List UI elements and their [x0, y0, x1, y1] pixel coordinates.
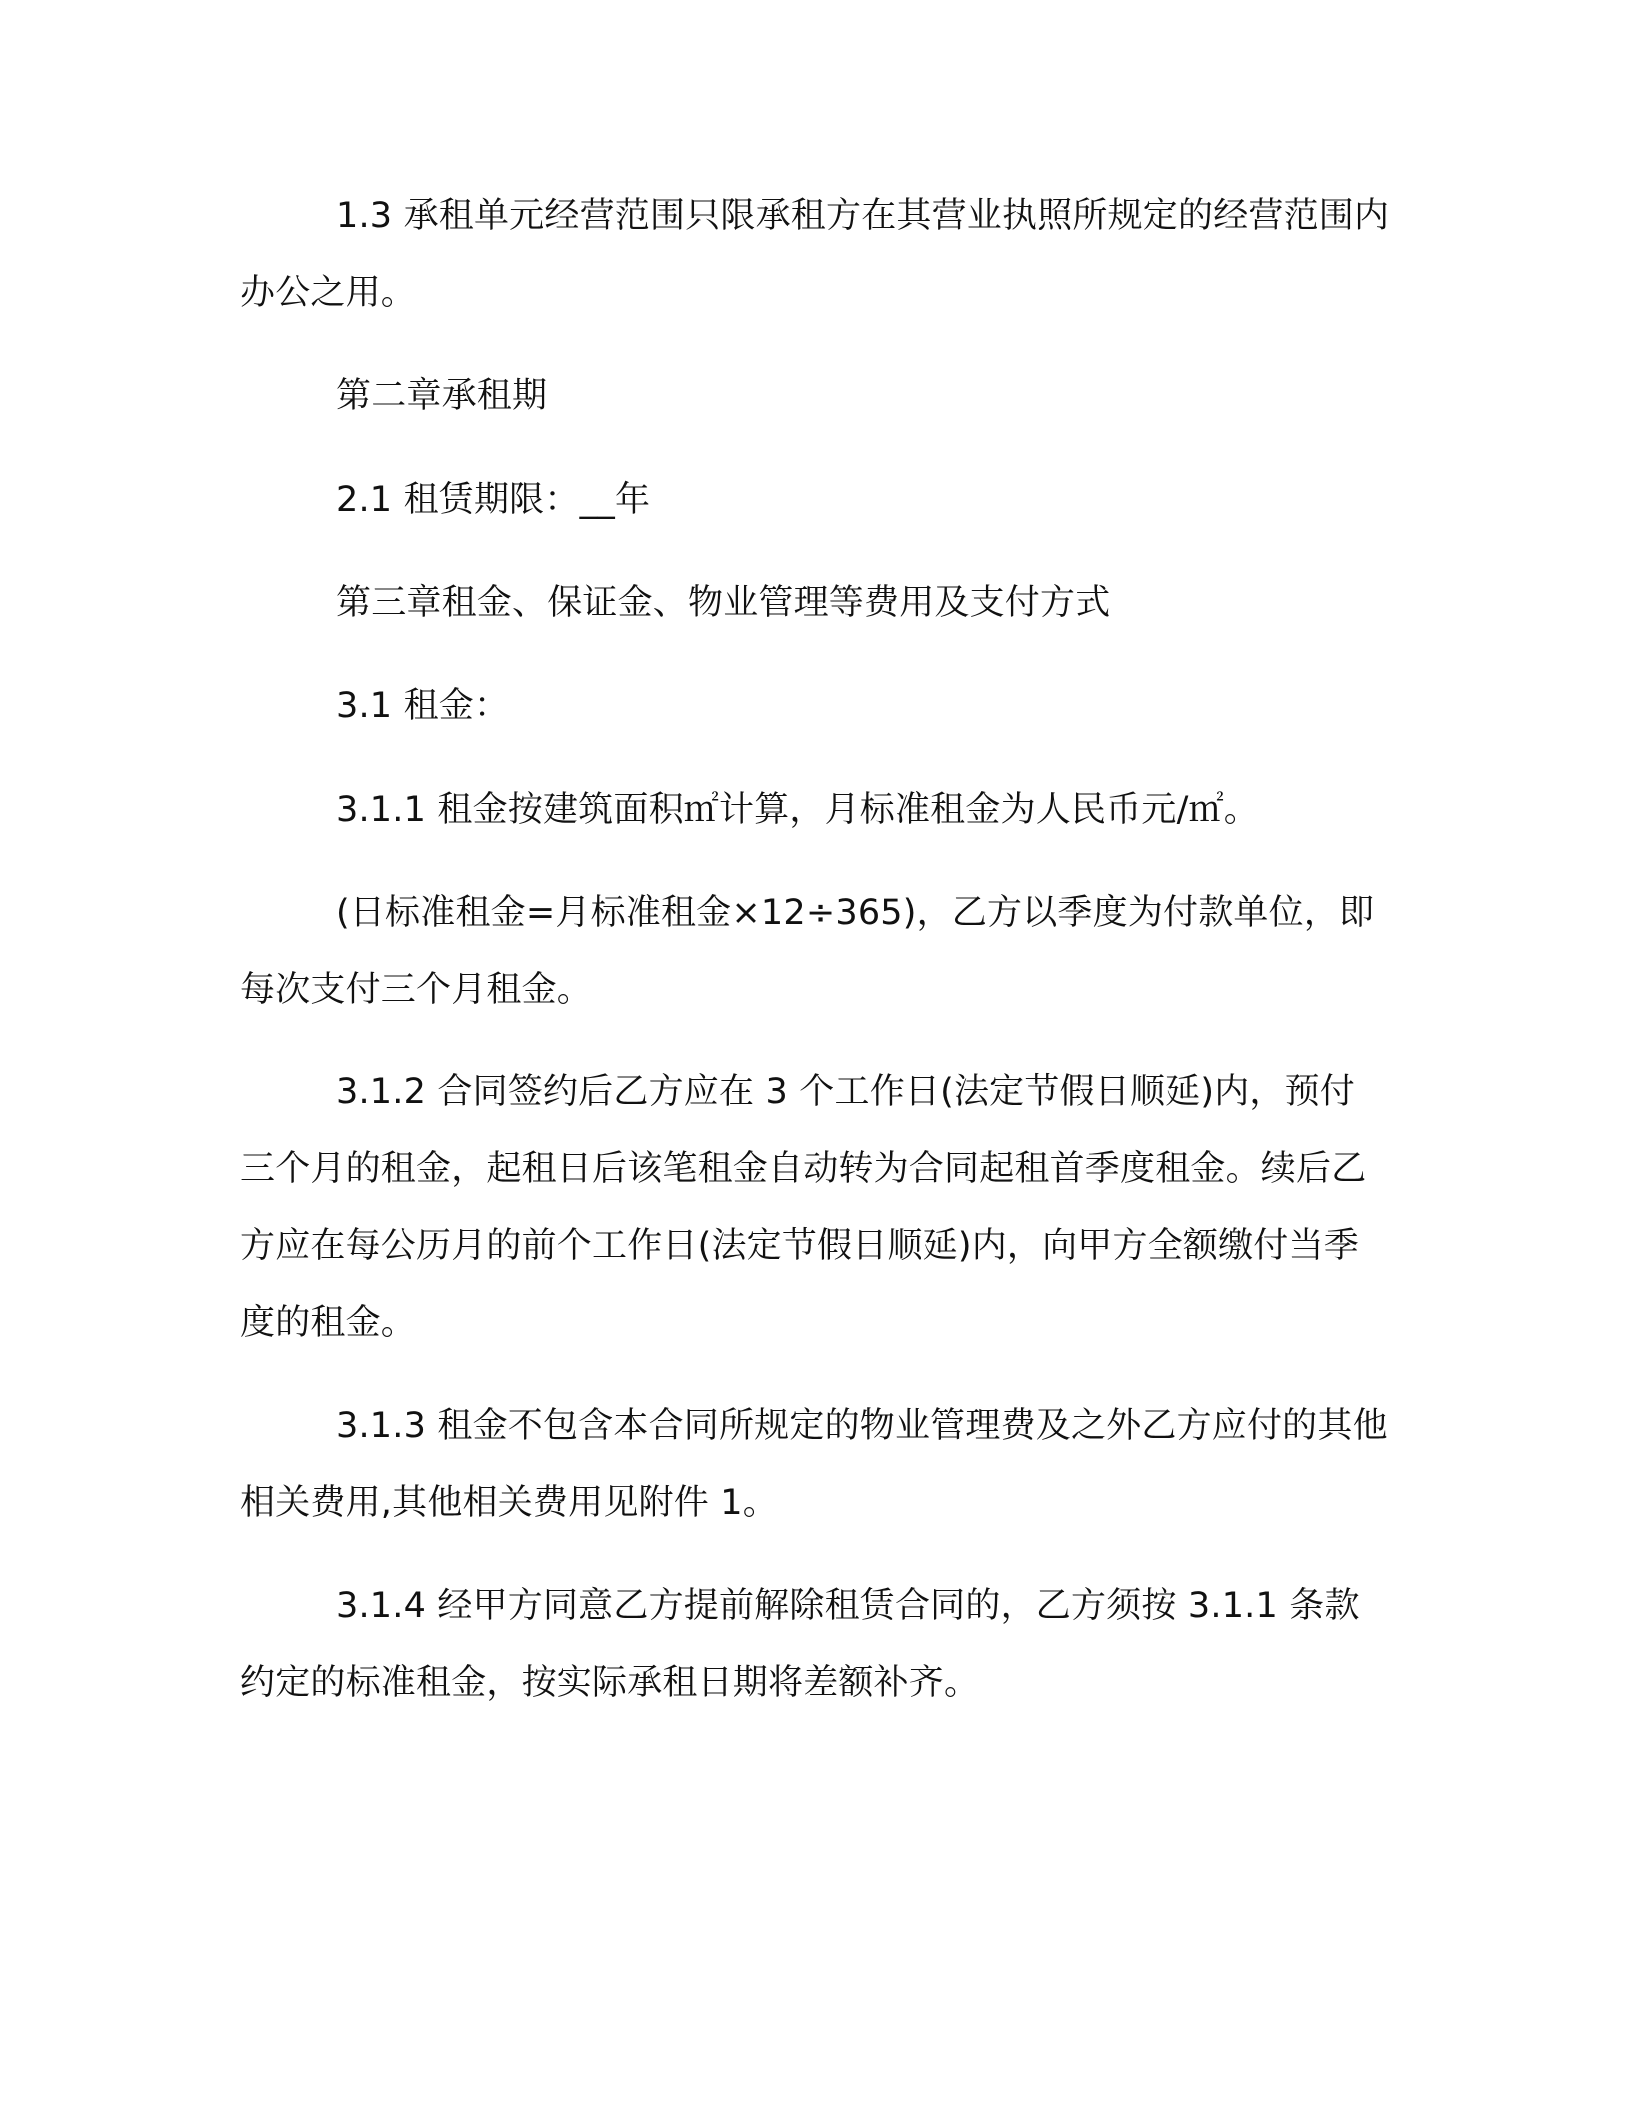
clause-3-1-4: 3.1.4 经甲方同意乙方提前解除租赁合同的，乙方须按 3.1.1 条款约定的标准租金，按实际承租日期将差额补齐。 — [240, 1586, 1360, 1703]
chapter-3-heading: 第三章租金、保证金、物业管理等费用及支付方式 — [336, 583, 1111, 623]
clause-3-1-1: 3.1.1 租金按建筑面积㎡计算，月标准租金为人民币元/㎡。 — [336, 790, 1259, 830]
clause-3-1-2: 3.1.2 合同签约后乙方应在 3 个工作日(法定节假日顺延)内，预付三个月的租金，起租日后该笔租金自动转为合同起租首季度租金。续后乙方应在每公历月的前个工作日(法定节假日顺延)内，向甲方全额缴付当季度的租金。 — [240, 1072, 1367, 1343]
daily-rent-formula: (日标准租金=月标准租金×12÷365)，乙方以季度为付款单位，即每次支付三个月租金。 — [240, 893, 1375, 1010]
chapter-2-heading: 第二章承租期 — [336, 376, 548, 416]
clause-2-1: 2.1 租赁期限：__年 — [336, 480, 651, 520]
clause-3-1: 3.1 租金： — [336, 686, 510, 726]
clause-3-1-3: 3.1.3 租金不包含本合同所规定的物业管理费及之外乙方应付的其他相关费用,其他相关费用见附件 1。 — [240, 1406, 1388, 1523]
clause-1-3: 1.3 承租单元经营范围只限承租方在其营业执照所规定的经营范围内办公之用。 — [240, 196, 1390, 313]
